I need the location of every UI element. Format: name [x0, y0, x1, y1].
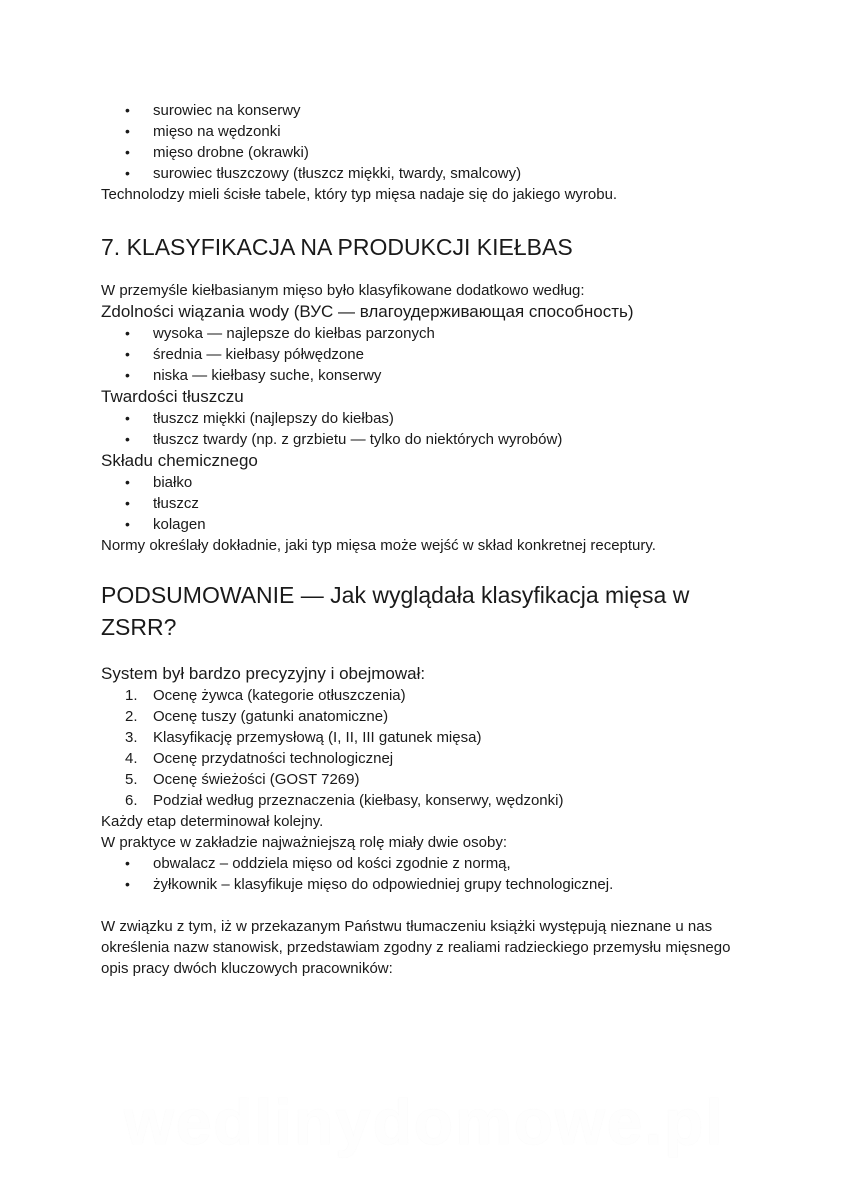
summary-steps	[101, 685, 761, 811]
roles-list	[101, 853, 761, 895]
group-heading-fat-hardness: Twardości tłuszczu	[101, 387, 244, 406]
list-item: • żyłkownik – klasyfikuje mięso do odpowiedniej grupy technologicznej.	[101, 874, 761, 895]
chemical-list	[101, 472, 761, 535]
summary-line-2: W praktyce w zakładzie najważniejszą rolę miały dwie osoby:	[101, 834, 507, 851]
list-item: • mięso na wędzonki	[101, 121, 761, 142]
watermark: wedlinydomowe.pl	[124, 1086, 725, 1158]
intro-note: Technolodzy mieli ścisłe tabele, który typ mięsa nadaje się do jakiego wyrobu.	[101, 186, 618, 203]
summary-line-1: Każdy etap determinował kolejny.	[101, 813, 324, 830]
list-item: • tłuszcz miękki (najlepszy do kiełbas)	[101, 408, 761, 429]
list-item: 2. Ocenę tuszy (gatunki anatomiczne)	[125, 708, 389, 725]
closing-paragraph: W związku z tym, iż w przekazanym Państwu tłumaczeniu książki występują nieznane u nas określenia nazw stanowisk, przedstawiam zgodny z realiami radzieckiego przemysłu mięsnego opis pracy dwóch kluczowych pracowników:	[101, 918, 731, 977]
list-item: 3. Klasyfikację przemysłową (I, II, III gatunek mięsa)	[125, 729, 482, 746]
section-7-note: Normy określały dokładnie, jaki typ mięsa może wejść w skład konkretnej receptury.	[101, 537, 656, 554]
list-item: 6. Podział według przeznaczenia (kiełbasy, konserwy, wędzonki)	[125, 792, 564, 809]
list-item: 5. Ocenę świeżości (GOST 7269)	[125, 771, 360, 788]
list-item: • średnia — kiełbasy półwędzone	[101, 344, 761, 365]
list-item: • tłuszcz	[101, 493, 761, 514]
list-item: • niska — kiełbasy suche, konserwy	[101, 365, 761, 386]
summary-title: PODSUMOWANIE — Jak wyglądała klasyfikacja mięsa w ZSRR?	[101, 582, 690, 640]
list-item: • surowiec na konserwy	[101, 100, 761, 121]
list-item: • białko	[101, 472, 761, 493]
list-item: • obwalacz – oddziela mięso od kości zgodnie z normą,	[101, 853, 761, 874]
intro-list	[101, 100, 761, 184]
group-heading-water: Zdolności wiązania wody (ВУС — влагоудерживающая способность)	[101, 302, 634, 321]
list-item: • wysoka — najlepsze do kiełbas parzonych	[101, 323, 761, 344]
list-item: 1. Ocenę żywca (kategorie otłuszczenia)	[125, 687, 406, 704]
fat-hardness-list	[101, 408, 761, 450]
list-item: • tłuszcz twardy (np. z grzbietu — tylko do niektórych wyrobów)	[101, 429, 761, 450]
summary-intro: System był bardzo precyzyjny i obejmował:	[101, 664, 426, 683]
section-7-intro: W przemyśle kiełbasianym mięso było klasyfikowane dodatkowo według:	[101, 282, 585, 299]
group-heading-chemical: Składu chemicznego	[101, 451, 258, 470]
section-7-title: 7. KLASYFIKACJA NA PRODUKCJI KIEŁBAS	[101, 234, 573, 260]
list-item: • kolagen	[101, 514, 761, 535]
list-item: • surowiec tłuszczowy (tłuszcz miękki, twardy, smalcowy)	[101, 163, 761, 184]
list-item: 4. Ocenę przydatności technologicznej	[125, 750, 394, 767]
list-item: • mięso drobne (okrawki)	[101, 142, 761, 163]
water-binding-list	[101, 323, 761, 386]
document-page	[101, 100, 761, 979]
